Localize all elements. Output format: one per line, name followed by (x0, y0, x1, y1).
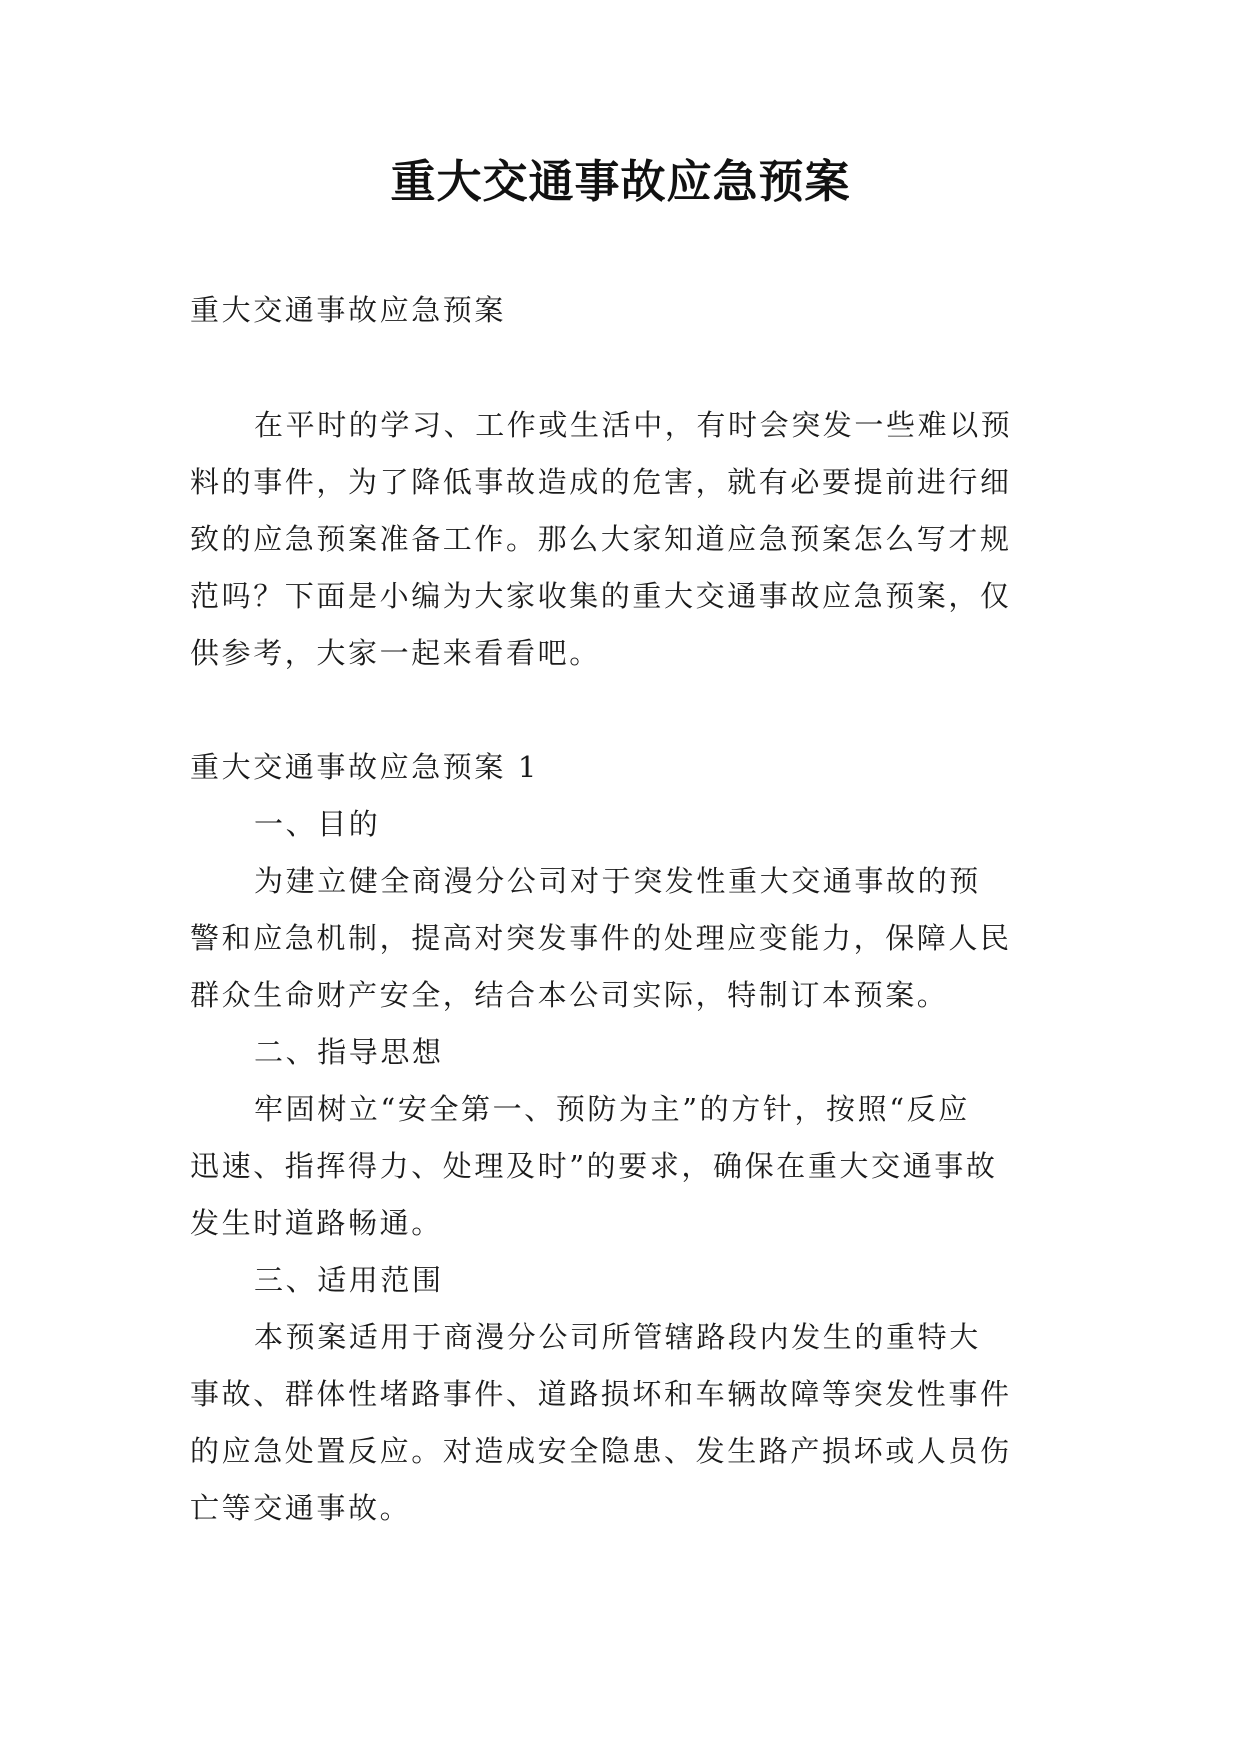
paragraph-line: 群众生命财产安全，结合本公司实际，特制订本预案。 (190, 978, 949, 1012)
intro-paragraph (190, 397, 1056, 682)
document-subtitle: 重大交通事故应急预案 (190, 293, 507, 327)
paragraph-line: 亡等交通事故。 (190, 1491, 412, 1525)
section-1-heading: 一、目的 (254, 807, 381, 841)
paragraph-line: 在平时的学习、工作或生活中，有时会突发一些难以预 (254, 408, 1013, 442)
paragraph-line: 发生时道路畅通。 (190, 1206, 443, 1240)
paragraph-line: 致的应急预案准备工作。那么大家知道应急预案怎么写才规 (190, 522, 1012, 556)
paragraph-line: 警和应急机制，提高对突发事件的处理应变能力，保障人民 (190, 921, 1012, 955)
paragraph-line: 为建立健全商漫分公司对于突发性重大交通事故的预 (254, 864, 981, 898)
paragraph-line: 的应急处置反应。对造成安全隐患、发生路产损坏或人员伤 (190, 1434, 1012, 1468)
paragraph-line: 料的事件，为了降低事故造成的危害，就有必要提前进行细 (190, 465, 1012, 499)
plan-section (190, 739, 1056, 1537)
paragraph-line: 范吗？下面是小编为大家收集的重大交通事故应急预案，仅 (190, 579, 1012, 613)
paragraph-line: 供参考，大家一起来看看吧。 (190, 636, 601, 670)
paragraph-line: 牢固树立“安全第一、预防为主”的方针，按照“反应 (254, 1092, 970, 1126)
paragraph-line: 事故、群体性堵路事件、道路损坏和车辆故障等突发性事件 (190, 1377, 1012, 1411)
document-body (190, 290, 1056, 1537)
section-3-heading: 三、适用范围 (254, 1263, 444, 1297)
section-heading: 重大交通事故应急预案 1 (190, 750, 539, 784)
document-title: 重大交通事故应急预案 (390, 155, 851, 208)
section-2-heading: 二、指导思想 (254, 1035, 444, 1069)
paragraph-line: 本预案适用于商漫分公司所管辖路段内发生的重特大 (254, 1320, 981, 1354)
paragraph-line: 迅速、指挥得力、处理及时”的要求，确保在重大交通事故 (190, 1149, 998, 1183)
